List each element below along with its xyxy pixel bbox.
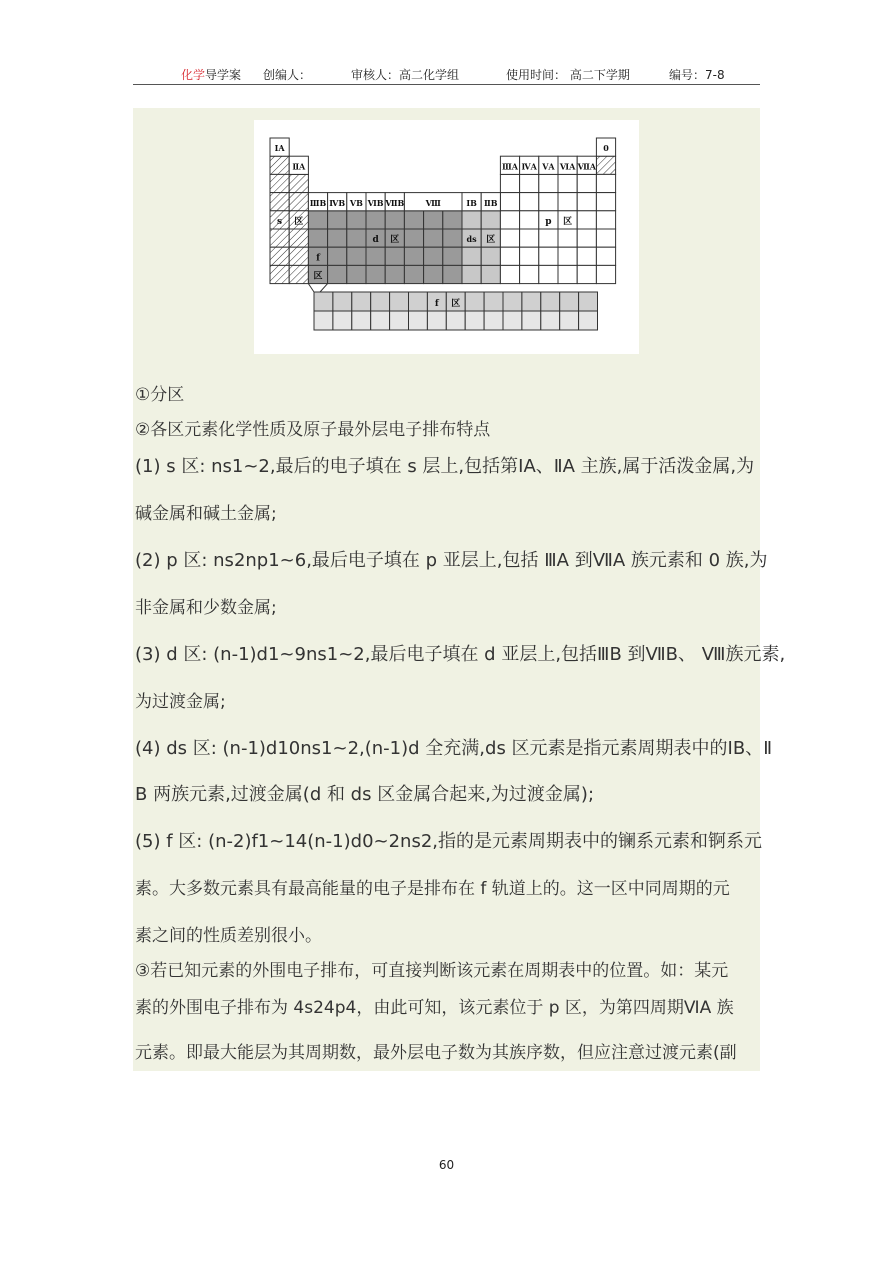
block-label-s-qu: 区: [294, 217, 304, 227]
block-label-p-qu: 区: [563, 217, 573, 227]
table-cell: [270, 156, 289, 174]
table-cell: [289, 265, 308, 283]
table-cell: [500, 229, 519, 247]
f-block-cell: [522, 292, 541, 311]
table-cell: [558, 229, 577, 247]
table-cell: [520, 174, 539, 192]
periodic-table-blocks: [254, 120, 639, 354]
f-block-cell: [503, 292, 522, 311]
text-line-11: (5) f 区: (n-2)f1~14(n-1)d0~2ns2,指的是元素周期表中的镧系元素和锕系元: [135, 831, 763, 852]
table-cell: [424, 211, 443, 229]
table-cell: [520, 247, 539, 265]
group-label: Ⅷ: [425, 197, 441, 208]
group-label: ⅢA: [502, 161, 518, 172]
group-label: ⅡB: [484, 197, 498, 208]
block-label-d-qu: 区: [390, 235, 400, 246]
text-line-3: (1) s 区: ns1~2,最后的电子填在 s 层上,包括第ⅠA、ⅡA 主族,属于活泼金属,为: [135, 456, 755, 477]
group-label: ⅦA: [577, 161, 597, 172]
block-label-f-marker-qu: 区: [313, 271, 323, 282]
block-label-f-marker: f: [316, 253, 320, 264]
group-label: ⅢB: [309, 197, 327, 208]
f-block-cell: [333, 292, 352, 311]
f-block-cell: [352, 311, 371, 330]
f-block-cell: [503, 311, 522, 330]
table-cell: [596, 193, 615, 211]
table-cell: [500, 265, 519, 283]
table-cell: [520, 265, 539, 283]
table-cell: [577, 174, 596, 192]
group-label: ⅤB: [349, 197, 363, 208]
block-label-p: p: [545, 217, 552, 227]
table-cell: [500, 193, 519, 211]
text-line-5: (2) p 区: ns2np1~6,最后电子填在 p 亚层上,包括 ⅢA 到ⅦA 族元素和 0 族,为: [135, 550, 768, 571]
block-label-ds: ds: [466, 234, 477, 245]
group-label: ⅣB: [329, 197, 346, 208]
header-time: 使用时间： 高二下学期: [506, 68, 630, 82]
table-cell: [462, 265, 481, 283]
table-cell: [404, 211, 423, 229]
table-cell: [558, 174, 577, 192]
f-block-cell: [522, 311, 541, 330]
f-block-cell: [352, 292, 371, 311]
text-line-16: 元素。即最大能层为其周期数，最外层电子数为其族序数，但应注意过渡元素(副: [135, 1043, 737, 1063]
group-label: ⅦB: [385, 197, 405, 208]
table-cell: [462, 211, 481, 229]
f-block-cell: [579, 292, 598, 311]
table-cell: [443, 265, 462, 283]
text-line-1: ①分区: [135, 385, 185, 405]
f-block-cell: [314, 311, 333, 330]
f-block-cell: [390, 311, 409, 330]
table-cell: [308, 211, 327, 229]
text-line-8: 为过渡金属;: [135, 692, 226, 712]
table-cell: [385, 211, 404, 229]
table-cell: [539, 193, 558, 211]
table-cell: [596, 247, 615, 265]
table-cell: [539, 247, 558, 265]
block-label-f-qu: 区: [451, 299, 461, 309]
f-block-cell: [465, 311, 484, 330]
table-cell: [308, 229, 327, 247]
table-cell: [481, 265, 500, 283]
f-block-cell: [371, 311, 390, 330]
group-label: ⅠA: [274, 143, 285, 154]
table-cell: [424, 247, 443, 265]
table-cell: [500, 174, 519, 192]
table-cell: [270, 193, 289, 211]
f-block-cell: [484, 311, 503, 330]
table-cell: [366, 211, 385, 229]
header-author: 创编人：: [263, 68, 312, 82]
text-line-15: 素的外围电子排布为 4s24p4，由此可知，该元素位于 p 区，为第四周期ⅥA 族: [135, 998, 734, 1018]
table-cell: [289, 247, 308, 265]
f-block-cell: [371, 292, 390, 311]
group-label: 0: [603, 143, 609, 154]
table-cell: [596, 156, 615, 174]
table-cell: [328, 265, 347, 283]
table-cell: [596, 229, 615, 247]
table-cell: [558, 193, 577, 211]
header-code: 编号：7-8: [669, 68, 725, 82]
table-cell: [577, 211, 596, 229]
text-line-4: 碱金属和碱土金属;: [135, 504, 277, 524]
f-block-cell: [314, 292, 333, 311]
text-line-14: ③若已知元素的外围电子排布，可直接判断该元素在周期表中的位置。如：某元: [135, 961, 729, 981]
table-cell: [577, 193, 596, 211]
table-cell: [539, 265, 558, 283]
f-block-cell: [390, 292, 409, 311]
table-cell: [347, 265, 366, 283]
f-block-cell: [446, 311, 465, 330]
f-block-cell: [333, 311, 352, 330]
table-cell: [577, 247, 596, 265]
table-cell: [481, 247, 500, 265]
table-cell: [289, 229, 308, 247]
page-number: 60: [438, 1158, 455, 1172]
table-cell: [289, 193, 308, 211]
table-cell: [270, 174, 289, 192]
table-cell: [596, 174, 615, 192]
table-cell: [500, 211, 519, 229]
f-block-cell: [541, 311, 560, 330]
block-label-ds-qu: 区: [486, 235, 496, 246]
table-cell: [596, 265, 615, 283]
table-cell: [289, 174, 308, 192]
f-block-cell: [427, 311, 446, 330]
table-cell: [462, 247, 481, 265]
table-cell: [577, 229, 596, 247]
table-cell: [443, 211, 462, 229]
table-cell: [347, 229, 366, 247]
table-cell: [404, 265, 423, 283]
table-cell: [347, 247, 366, 265]
table-cell: [385, 247, 404, 265]
group-label: ⅥA: [559, 161, 576, 172]
table-cell: [596, 211, 615, 229]
periodic-table-figure: [254, 120, 639, 354]
f-block-cell: [560, 292, 579, 311]
table-cell: [520, 229, 539, 247]
group-label: ⅥB: [367, 197, 384, 208]
table-cell: [539, 174, 558, 192]
text-line-12: 素。大多数元素具有最高能量的电子是排布在 f 轨道上的。这一区中同周期的元: [135, 879, 730, 899]
table-cell: [404, 247, 423, 265]
group-label: ⅠB: [466, 197, 477, 208]
table-cell: [577, 265, 596, 283]
block-label-d: d: [372, 235, 379, 246]
group-label: ⅣA: [521, 161, 537, 172]
table-cell: [328, 247, 347, 265]
header-brand-red: 化学: [181, 68, 206, 82]
f-block-cell: [409, 292, 428, 311]
header-reviewer: 审核人：高二化学组: [351, 68, 460, 82]
group-label: ⅤA: [542, 161, 555, 172]
text-line-10: B 两族元素,过渡金属(d 和 ds 区金属合起来,为过渡金属);: [135, 784, 595, 805]
text-line-13: 素之间的性质差别很小。: [135, 926, 322, 946]
table-cell: [520, 193, 539, 211]
group-label: ⅡA: [292, 161, 306, 172]
table-cell: [270, 229, 289, 247]
f-block-cell: [579, 311, 598, 330]
f-block-cell: [484, 292, 503, 311]
content-panel: [133, 108, 786, 1071]
table-cell: [424, 265, 443, 283]
table-cell: [366, 247, 385, 265]
page-header: [133, 62, 760, 85]
table-cell: [481, 211, 500, 229]
table-cell: [366, 265, 385, 283]
table-cell: [520, 211, 539, 229]
text-line-6: 非金属和少数金属;: [135, 598, 277, 618]
f-block-cell: [560, 311, 579, 330]
table-cell: [328, 211, 347, 229]
table-cell: [443, 247, 462, 265]
block-label-f: f: [434, 299, 439, 309]
table-cell: [404, 229, 423, 247]
table-cell: [558, 265, 577, 283]
block-label-s: s: [277, 217, 283, 227]
text-line-7: (3) d 区: (n-1)d1~9ns1~2,最后电子填在 d 亚层上,包括ⅢB 到ⅦB、 Ⅷ族元素,: [135, 644, 786, 665]
f-block-cell: [541, 292, 560, 311]
table-cell: [500, 247, 519, 265]
text-line-9: (4) ds 区: (n-1)d10ns1~2,(n-1)d 全充满,ds 区元素是指元素周期表中的ⅠB、Ⅱ: [135, 738, 773, 759]
table-cell: [328, 229, 347, 247]
table-cell: [270, 247, 289, 265]
table-cell: [347, 211, 366, 229]
table-cell: [385, 265, 404, 283]
table-cell: [558, 247, 577, 265]
table-cell: [270, 265, 289, 283]
table-cell: [424, 229, 443, 247]
table-cell: [539, 229, 558, 247]
f-block-cell: [465, 292, 484, 311]
header-brand: 导学案: [205, 68, 242, 82]
table-cell: [443, 229, 462, 247]
text-line-2: ②各区元素化学性质及原子最外层电子排布特点: [135, 420, 491, 440]
f-block-cell: [409, 311, 428, 330]
f-block-callout-line: [308, 284, 327, 292]
